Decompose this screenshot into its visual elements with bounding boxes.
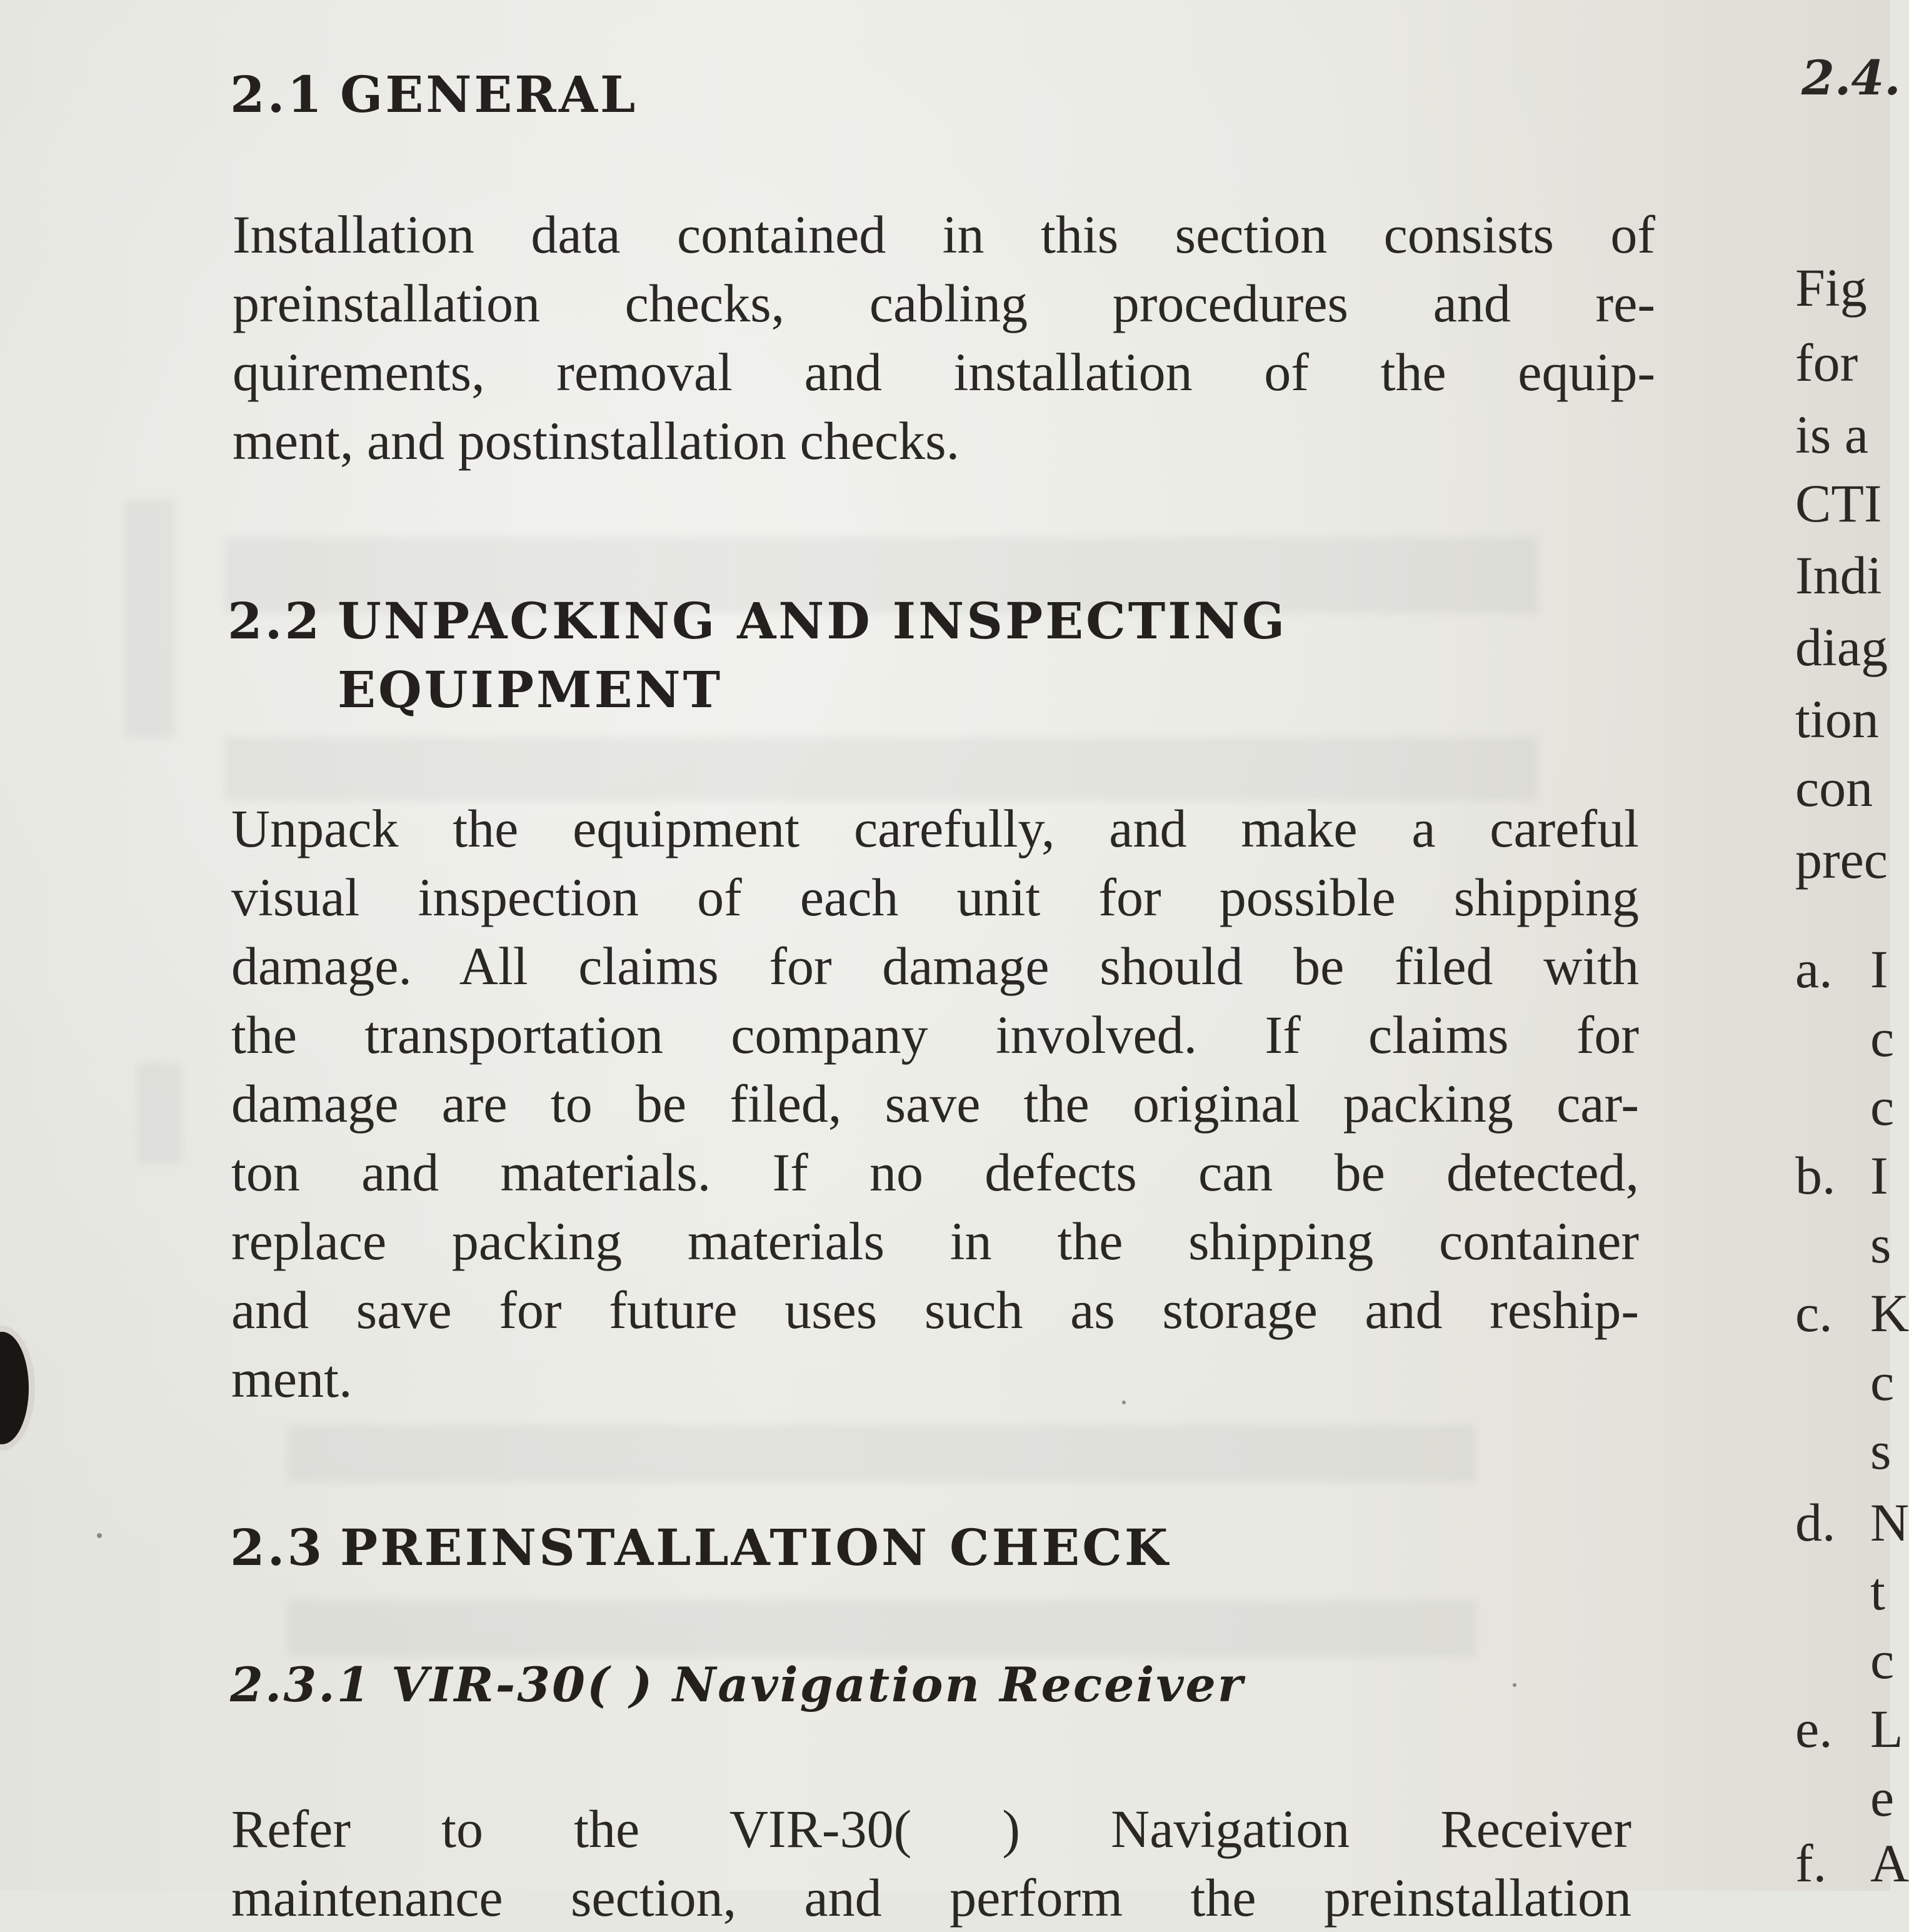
text-line: damage. All claims for damage should be filed with <box>231 936 1639 996</box>
list-item-text: c <box>1870 1077 1895 1137</box>
text-line: for <box>1795 333 1858 393</box>
list-item-text: c <box>1870 1630 1895 1690</box>
text-line: CTI <box>1795 473 1882 533</box>
section-title: PREINSTALLATION CHECK <box>340 1518 1171 1577</box>
text-line: con <box>1795 758 1873 818</box>
list-item-text: K <box>1870 1283 1909 1343</box>
section-2-3-heading <box>230 1513 1170 1582</box>
list-item-letter: b. <box>1795 1145 1836 1205</box>
list-item-text: L <box>1870 1699 1903 1759</box>
list-item-text: I <box>1870 939 1888 999</box>
text-line: ment, and postinstallation checks. <box>233 411 960 471</box>
section-title: VIR-30( ) Navigation Receiver <box>391 1657 1245 1713</box>
text-line: ton and materials. If no defects can be detected, <box>231 1142 1639 1202</box>
paper-speck <box>97 1533 102 1538</box>
list-item-text: e <box>1870 1768 1895 1828</box>
text-line: and save for future uses such as storage and reship- <box>231 1280 1639 1340</box>
list-item-text: s <box>1870 1214 1891 1274</box>
section-title: GENERAL <box>340 65 638 124</box>
binder-hole <box>0 1332 29 1444</box>
text-line: Unpack the equipment carefully, and make a careful <box>231 798 1639 858</box>
text-line: is a <box>1795 405 1869 465</box>
text-line: ment. <box>231 1349 353 1409</box>
section-number: 2.1 <box>230 65 325 124</box>
text-line: damage are to be filed, save the original packing car- <box>231 1074 1639 1134</box>
text-line: quirements, removal and installation of the equip- <box>233 342 1655 402</box>
text-line: replace packing materials in the shipping container <box>231 1211 1639 1271</box>
text-line: visual inspection of each unit for possible shipping <box>231 867 1639 927</box>
bleed-through-shadow <box>138 1063 181 1163</box>
section-number: 2.2 <box>228 591 323 650</box>
list-item-letter: a. <box>1795 939 1833 999</box>
list-item-letter: d. <box>1795 1492 1836 1552</box>
bleed-through-shadow <box>125 500 175 738</box>
section-2-2-body <box>231 794 1639 1413</box>
section-2-2-heading <box>228 586 1287 655</box>
bleed-through-shadow <box>288 1601 1475 1657</box>
list-item-text: c <box>1870 1008 1895 1068</box>
list-item-text: s <box>1870 1421 1891 1481</box>
text-line: prec <box>1795 830 1888 890</box>
text-line: tion <box>1795 689 1879 749</box>
text-line: Fig <box>1795 258 1867 318</box>
text-line: Refer to the VIR-30( ) Navigation Receiver <box>231 1799 1631 1859</box>
list-item-text: t <box>1870 1561 1885 1621</box>
section-2-1-body <box>233 200 1655 475</box>
text-line: the transportation company involved. If claims for <box>231 1005 1639 1065</box>
list-item-letter: f. <box>1795 1833 1827 1893</box>
text-line: Indi <box>1795 545 1882 605</box>
text-line: diag <box>1795 617 1888 677</box>
section-title: UNPACKING AND INSPECTING <box>338 591 1288 650</box>
section-number: 2.3.1 <box>230 1657 372 1713</box>
section-number: 2.3 <box>230 1518 325 1577</box>
section-2-4-heading: 2.4. <box>1801 50 1901 106</box>
section-2-1-heading <box>230 60 638 129</box>
text-line: Installation data contained in this section consists of <box>233 204 1655 264</box>
list-item-text: A <box>1870 1833 1909 1893</box>
section-2-3-1-body <box>231 1794 1631 1932</box>
paper-speck <box>1513 1683 1516 1687</box>
right-column-cutoff <box>1795 0 1909 1893</box>
text-line: maintenance section, and perform the preinstallation <box>231 1868 1631 1928</box>
list-item-letter: e. <box>1795 1699 1833 1759</box>
bleed-through-shadow <box>225 738 1538 800</box>
text-line: preinstallation checks, cabling procedures and re- <box>233 273 1655 333</box>
bleed-through-shadow <box>288 1426 1475 1482</box>
section-title: EQUIPMENT <box>338 660 723 719</box>
list-item-letter: c. <box>1795 1283 1833 1343</box>
section-2-3-1-heading <box>230 1651 1245 1719</box>
list-item-text: I <box>1870 1145 1888 1205</box>
section-2-2-heading-continued <box>338 655 723 724</box>
list-item-text: N <box>1870 1492 1909 1552</box>
list-item-text: c <box>1870 1352 1895 1412</box>
